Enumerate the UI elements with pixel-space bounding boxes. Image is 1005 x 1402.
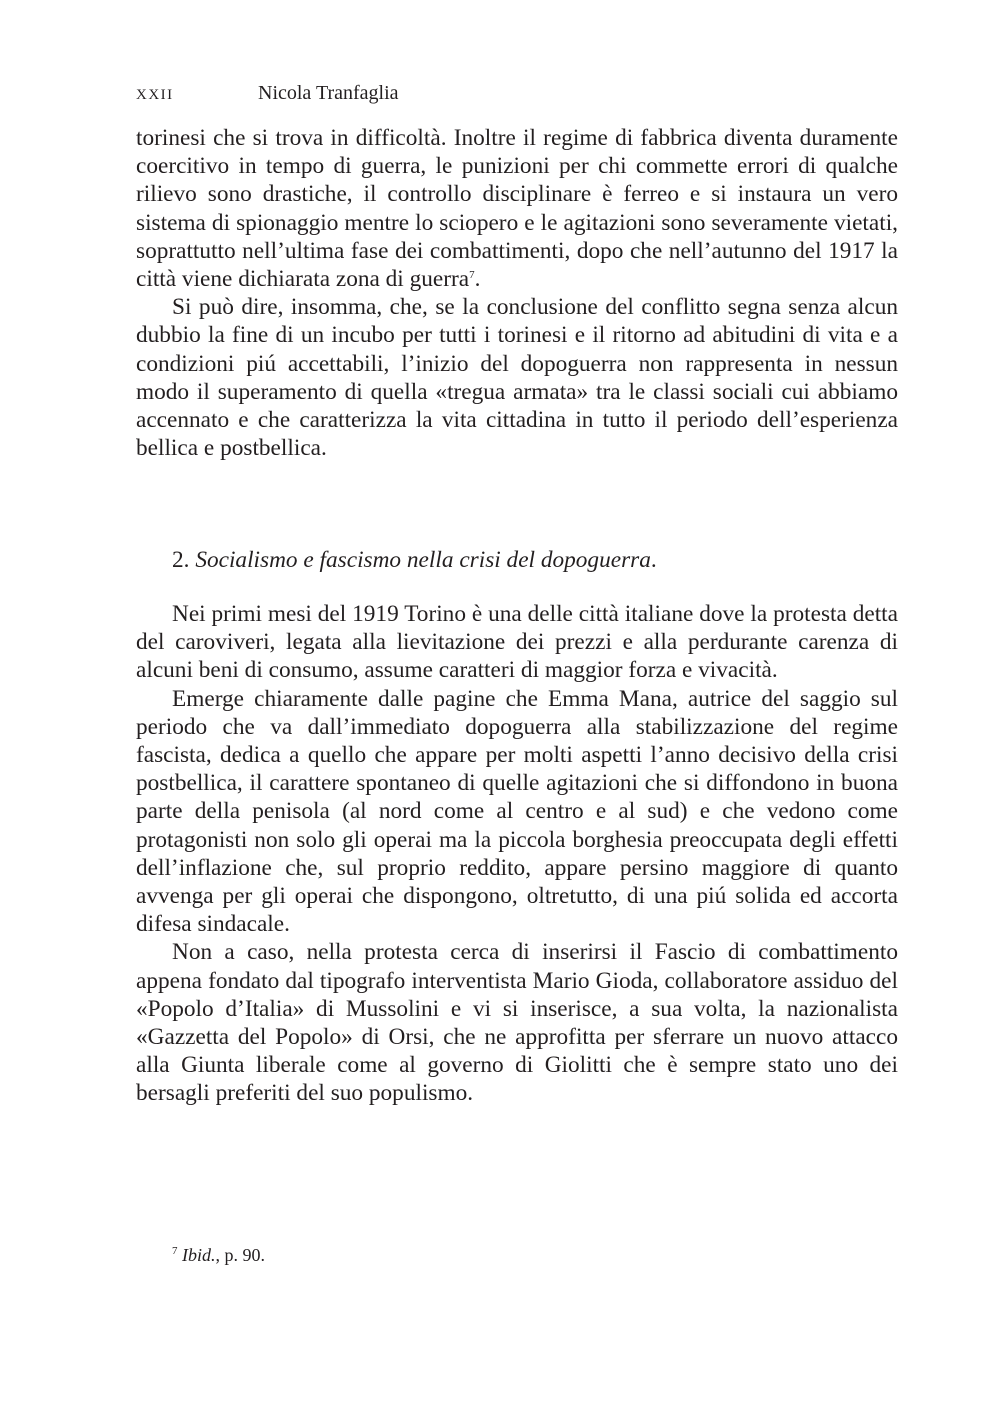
text-block-bottom — [136, 600, 898, 1108]
paragraph: Emerge chiaramente dalle pagine che Emma Mana, autrice del saggio sul periodo che va dall’immediato dopoguerra alla stabilizzazione del regime fascista, dedica a quello che appare per molti aspetti l’anno decisivo della crisi postbellica, il carattere spontaneo di quelle agitazioni che si diffondono in buona parte della penisola (al nord come al centro e al sud) e che vedono come protagonisti non solo gli operai ma la piccola borghesia preoccupata degli effetti dell’inflazione che, sul proprio reddito, appare persino maggiore di quanto avvenga per gli operai che dispongono, oltretutto, di una piú solida ed accorta difesa sindacale. — [136, 685, 898, 938]
footnote-source: Ibid. — [182, 1245, 216, 1265]
footnote-number: 7 — [172, 1245, 178, 1257]
running-head-author: Nicola Tranfaglia — [258, 82, 399, 104]
footnote-page: , p. 90. — [215, 1245, 265, 1265]
paragraph-end-punctuation: . — [474, 266, 481, 293]
section-title-period: . — [650, 547, 657, 573]
paragraph: Si può dire, insomma, che, se la conclusione del conflitto segna senza alcun dubbio la fine di un incubo per tutti i torinesi e il ritorno ad abitudini di vita e a condizioni piú accettabili, l’inizio del dopoguerra non rappresenta in nessun modo il superamento di quella «tregua armata» tra le classi sociali cui abbiamo accennato e che caratterizza la vita cittadina in tutto il periodo dell’esperienza bellica e postbellica. — [136, 294, 898, 462]
section-title: Socialismo e fascismo nella crisi del dopoguerra — [195, 547, 651, 573]
paragraph-continued — [136, 124, 898, 293]
page-number: XXII — [136, 87, 174, 103]
section-number: 2. — [172, 547, 190, 573]
footnote-reference: 7 — [469, 269, 475, 282]
text-block-top — [136, 124, 898, 462]
paragraph: Non a caso, nella protesta cerca di inserirsi il Fascio di combattimento appena fondato dal tipografo interventista Mario Gioda, collaboratore assiduo del «Popolo d’Italia» di Mussolini e vi si inserisce, a sua volta, la nazionalista «Gazzetta del Popolo» di Orsi, che ne approfitta per sferrare un nuovo attacco alla Giunta liberale come al governo di Giolitti che è sempre stato uno dei bersagli preferiti del suo populismo. — [136, 939, 898, 1107]
running-head — [136, 80, 399, 108]
paragraph: Nei primi mesi del 1919 Torino è una delle città italiane dove la protesta detta del caroviveri, legata alla lievitazione dei prezzi e alla perdurante carenza di alcuni beni di consumo, assume caratteri di maggior forza e vivacità. — [136, 601, 898, 684]
footnote — [172, 1243, 265, 1267]
section-heading — [172, 545, 657, 575]
paragraph-text: torinesi che si trova in difficoltà. Inoltre il regime di fabbrica diventa duramente coercitivo in tempo di guerra, le punizioni per chi commette errori di qualche rilievo sono drastiche, il controllo disciplinare è ferreo e si instaura un vero sistema di spionaggio mentre lo sciopero e le agitazioni sono severamente vietati, soprattutto nell’ultima fase dei combattimenti, dopo che nell’autunno del 1917 la città viene dichiarata zona di guerra — [136, 125, 898, 293]
